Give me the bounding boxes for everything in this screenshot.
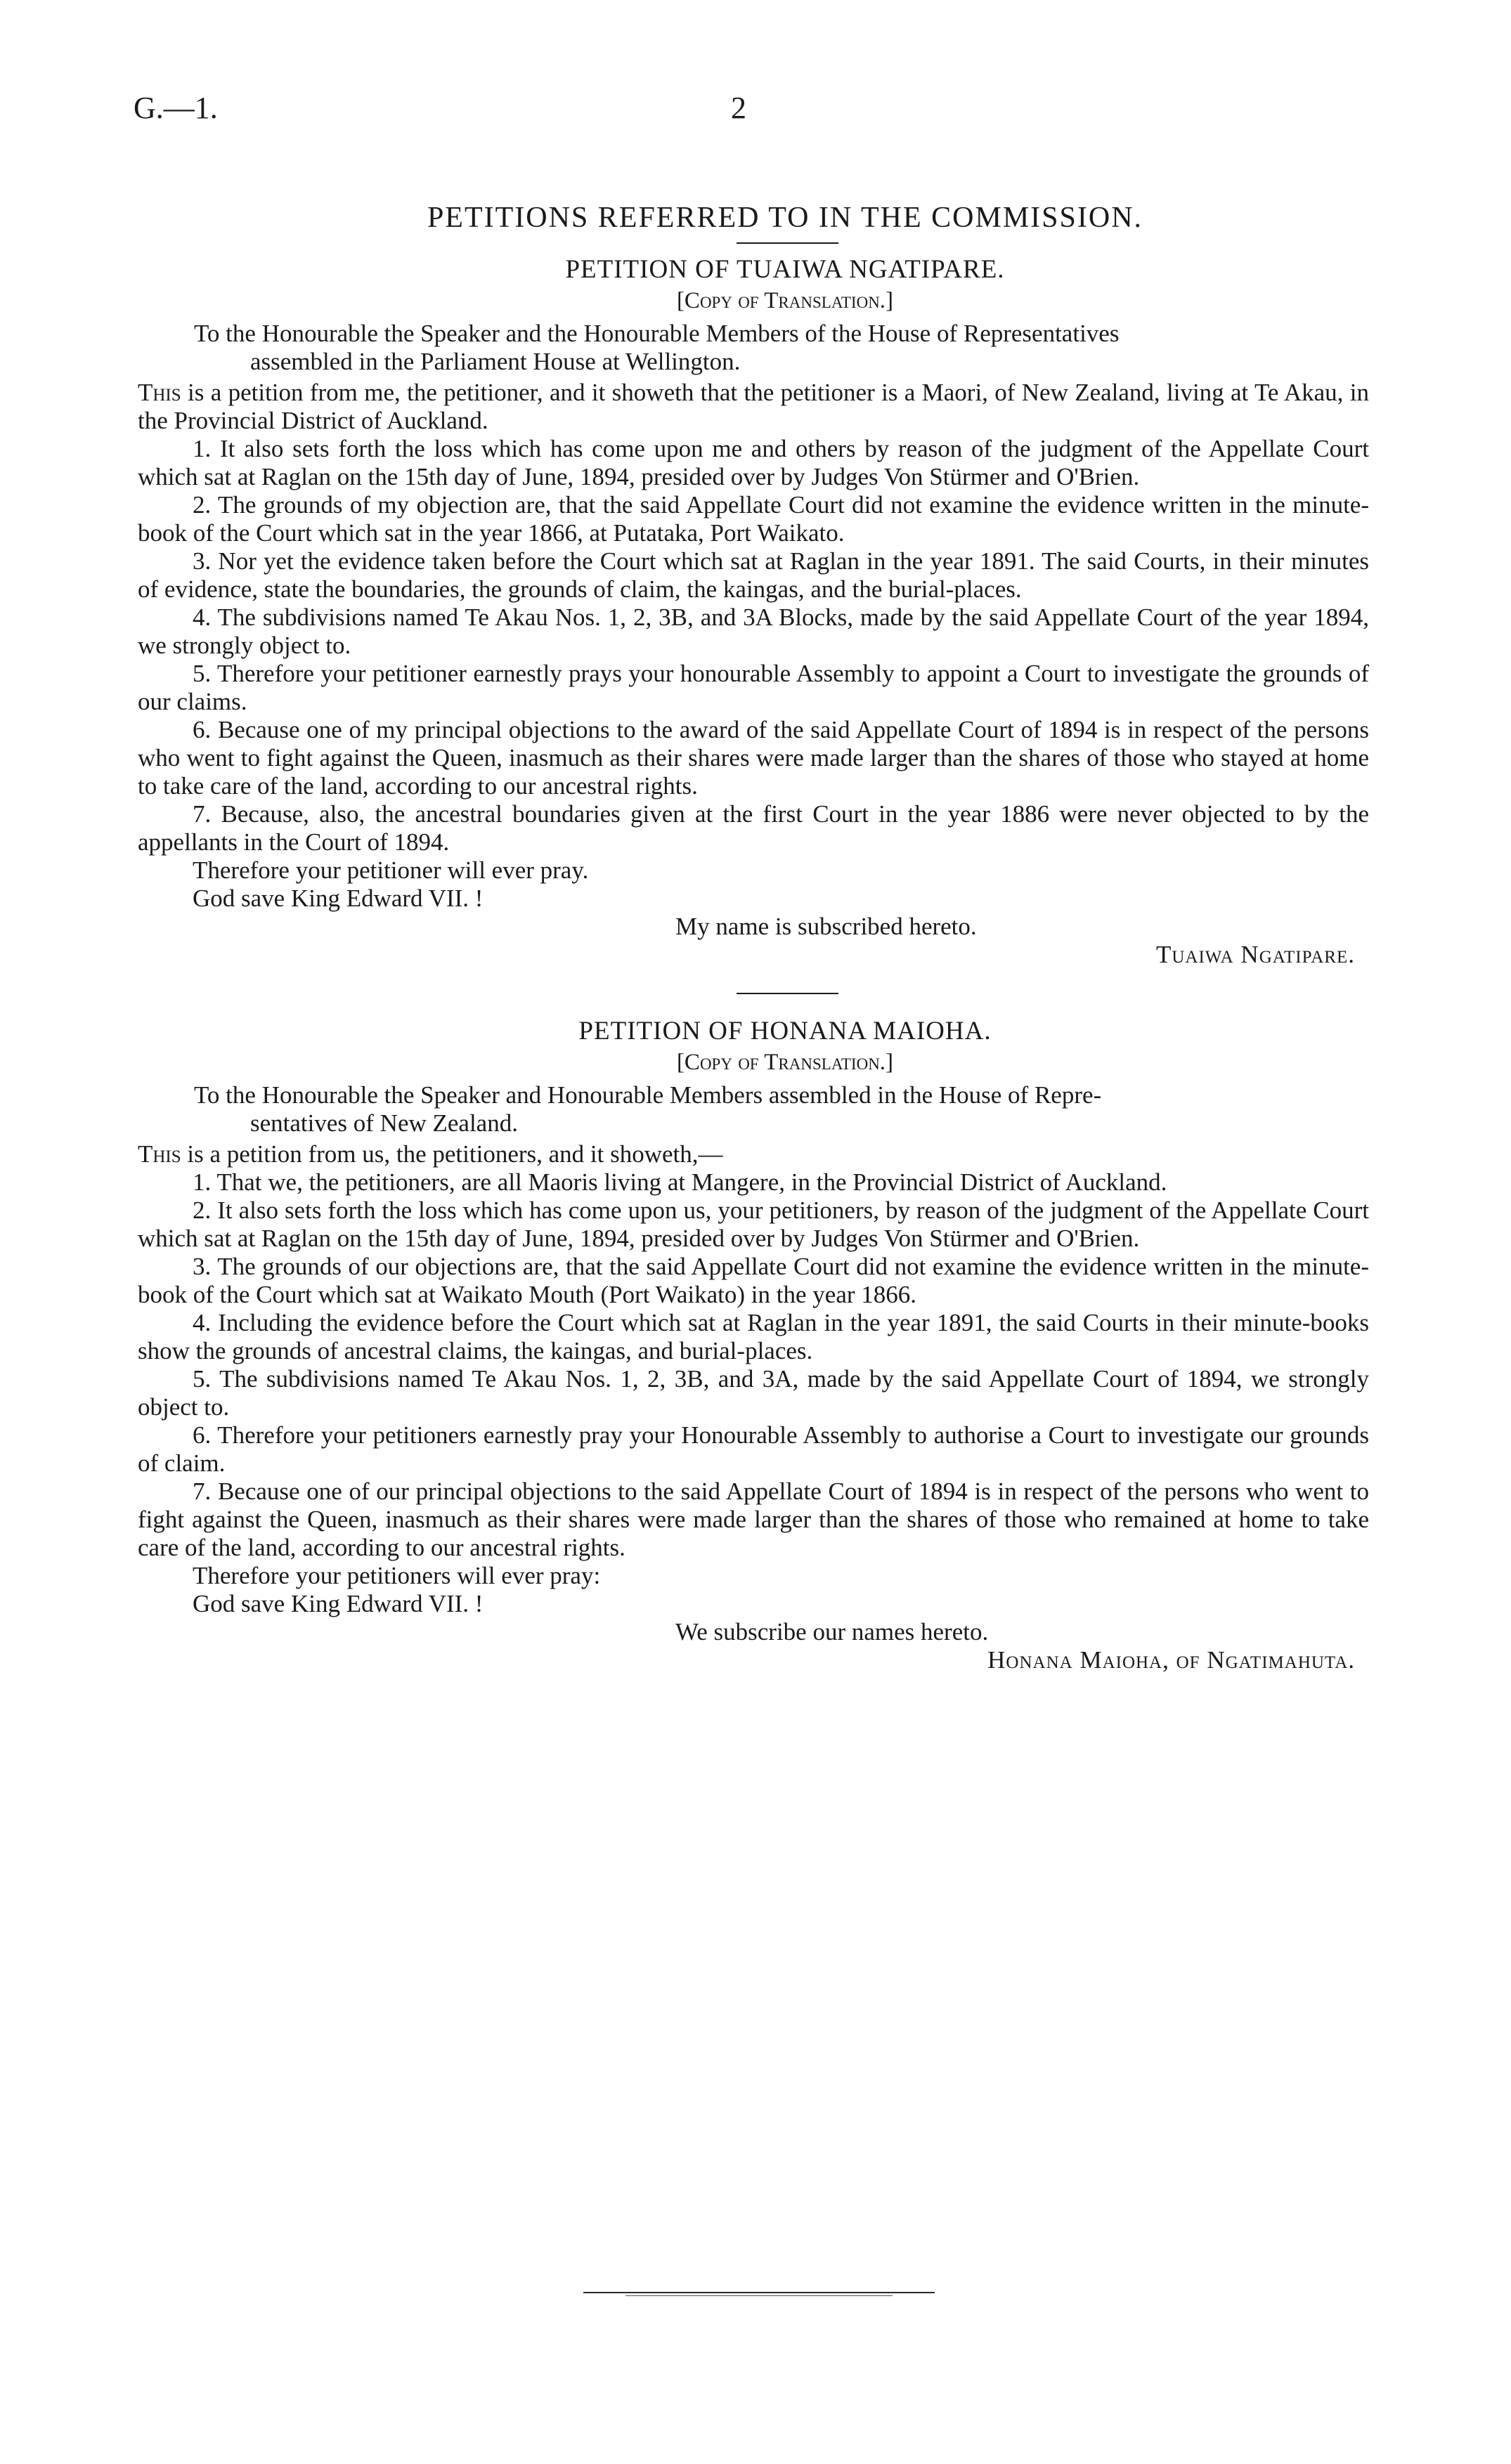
address-line-cont: assembled in the Parliament House at Wellington. bbox=[250, 348, 741, 375]
petition-title: PETITION OF TUAIWA NGATIPARE. bbox=[565, 255, 1005, 284]
document-reference: G.—1. bbox=[134, 91, 218, 125]
petition-tuaiwa-ngatipare bbox=[138, 254, 1369, 969]
numbered-paragraph: 6. Because one of my principal objections to the award of the said Appellate Court of 1894 is in respect of the persons who went to fight against the Queen, inasmuch as their shares were made larger than the shares of those who stayed at home to take care of the land, according to our ancestral rights. bbox=[138, 716, 1369, 800]
section-rule bbox=[737, 993, 838, 994]
title-rule bbox=[737, 242, 838, 244]
numbered-paragraph: 2. The grounds of my objection are, that the said Appellate Court did not examine the evidence written in the minute-book of the Court which sat in the year 1866, at Putataka, Port Waikato. bbox=[138, 491, 1369, 547]
subscribe-line: We subscribe our names hereto. bbox=[675, 1618, 989, 1645]
copy-note: [Copy of Translation.] bbox=[676, 288, 894, 313]
main-title: PETITIONS REFERRED TO IN THE COMMISSION. bbox=[427, 202, 1143, 234]
numbered-paragraph: 7. Because, also, the ancestral boundaries given at the first Court in the year 1886 were never objected to by the appellants in the Court of 1894. bbox=[138, 800, 1369, 856]
subscribe-line: My name is subscribed hereto. bbox=[675, 913, 977, 940]
numbered-paragraph: 4. The subdivisions named Te Akau Nos. 1, 2, 3B, and 3A Blocks, made by the said Appellate Court of the year 1894, we strongly object to. bbox=[138, 604, 1369, 659]
end-rule bbox=[583, 2292, 935, 2296]
address-line: To the Honourable the Speaker and the Honourable Members of the House of Representatives bbox=[194, 320, 1120, 347]
address-line-cont: sentatives of New Zealand. bbox=[250, 1109, 518, 1137]
numbered-paragraph: 2. It also sets forth the loss which has come upon us, your petitioners, by reason of the judgment of the Appellate Court which sat at Raglan on the 15th day of June, 1894, presided over by Judges Von Stürmer and O'Brien. bbox=[138, 1197, 1369, 1252]
numbered-paragraph: 7. Because one of our principal objections to the said Appellate Court of 1894 is in respect of the persons who went to fight against the Queen, inasmuch as their shares were made larger than the shares of those who remained at home to take care of the land, according to our ancestral rights. bbox=[138, 1478, 1369, 1561]
end-rule-line bbox=[583, 2292, 935, 2293]
petition-title: PETITION OF HONANA MAIOHA. bbox=[578, 1017, 992, 1045]
closing-god-save: God save King Edward VII. ! bbox=[193, 1590, 484, 1617]
numbered-paragraph: 6. Therefore your petitioners earnestly pray your Honourable Assembly to authorise a Court to investigate our grounds of claim. bbox=[138, 1421, 1369, 1477]
closing-pray: Therefore your petitioners will ever pray: bbox=[193, 1562, 601, 1589]
numbered-paragraph: 1. That we, the petitioners, are all Maoris living at Mangere, in the Provincial District of Auckland. bbox=[193, 1168, 1167, 1196]
numbered-paragraph: 5. The subdivisions named Te Akau Nos. 1, 2, 3B, and 3A, made by the said Appellate Court of 1894, we strongly object to. bbox=[138, 1365, 1369, 1421]
intro-text: is a petition from me, the petitioner, and it showeth that the petitioner is a Maori, of New Zealand, living at Te Akau, in the Provincial District of Auckland. bbox=[138, 379, 1369, 434]
end-rule-line bbox=[625, 2295, 893, 2296]
intro-paragraph bbox=[138, 1140, 1369, 1168]
closing-pray: Therefore your petitioner will ever pray. bbox=[193, 856, 589, 884]
numbered-paragraph: 5. Therefore your petitioner earnestly prays your honourable Assembly to appoint a Court to investigate the grounds of our claims. bbox=[138, 660, 1369, 715]
intro-text: is a petition from us, the petitioners, and it showeth,— bbox=[181, 1140, 723, 1168]
running-head bbox=[0, 90, 1511, 146]
intro-lead: This bbox=[138, 1140, 181, 1168]
numbered-paragraph: 4. Including the evidence before the Court which sat at Raglan in the year 1891, the said Courts in their minute-books show the grounds of ancestral claims, the kaingas, and burial-places. bbox=[138, 1309, 1369, 1364]
signature: Tuaiwa Ngatipare. bbox=[1155, 941, 1355, 968]
signature: Honana Maioha, of Ngatimahuta. bbox=[987, 1646, 1355, 1674]
intro-paragraph bbox=[138, 379, 1369, 435]
page-body bbox=[138, 200, 1369, 1674]
copy-note: [Copy of Translation.] bbox=[676, 1050, 894, 1075]
page-number: 2 bbox=[731, 91, 746, 125]
address-line: To the Honourable the Speaker and Honourable Members assembled in the House of Repre- bbox=[194, 1081, 1102, 1109]
address bbox=[138, 1081, 1369, 1138]
address bbox=[138, 320, 1369, 376]
closing-god-save: God save King Edward VII. ! bbox=[193, 885, 484, 912]
intro-lead: This bbox=[138, 379, 181, 406]
numbered-paragraph: 3. The grounds of our objections are, that the said Appellate Court did not examine the evidence written in the minute-book of the Court which sat at Waikato Mouth (Port Waikato) in the year 1866. bbox=[138, 1253, 1369, 1308]
petition-honana-maioha bbox=[138, 1015, 1369, 1674]
numbered-paragraph: 3. Nor yet the evidence taken before the Court which sat at Raglan in the year 1891. The said Courts, in their minutes of evidence, state the boundaries, the grounds of claim, the kaingas, and the burial-places. bbox=[138, 547, 1369, 603]
numbered-paragraph: 1. It also sets forth the loss which has come upon me and others by reason of the judgment of the Appellate Court which sat at Raglan on the 15th day of June, 1894, presided over by Judges Von Stürmer and O'Brien. bbox=[138, 435, 1369, 490]
